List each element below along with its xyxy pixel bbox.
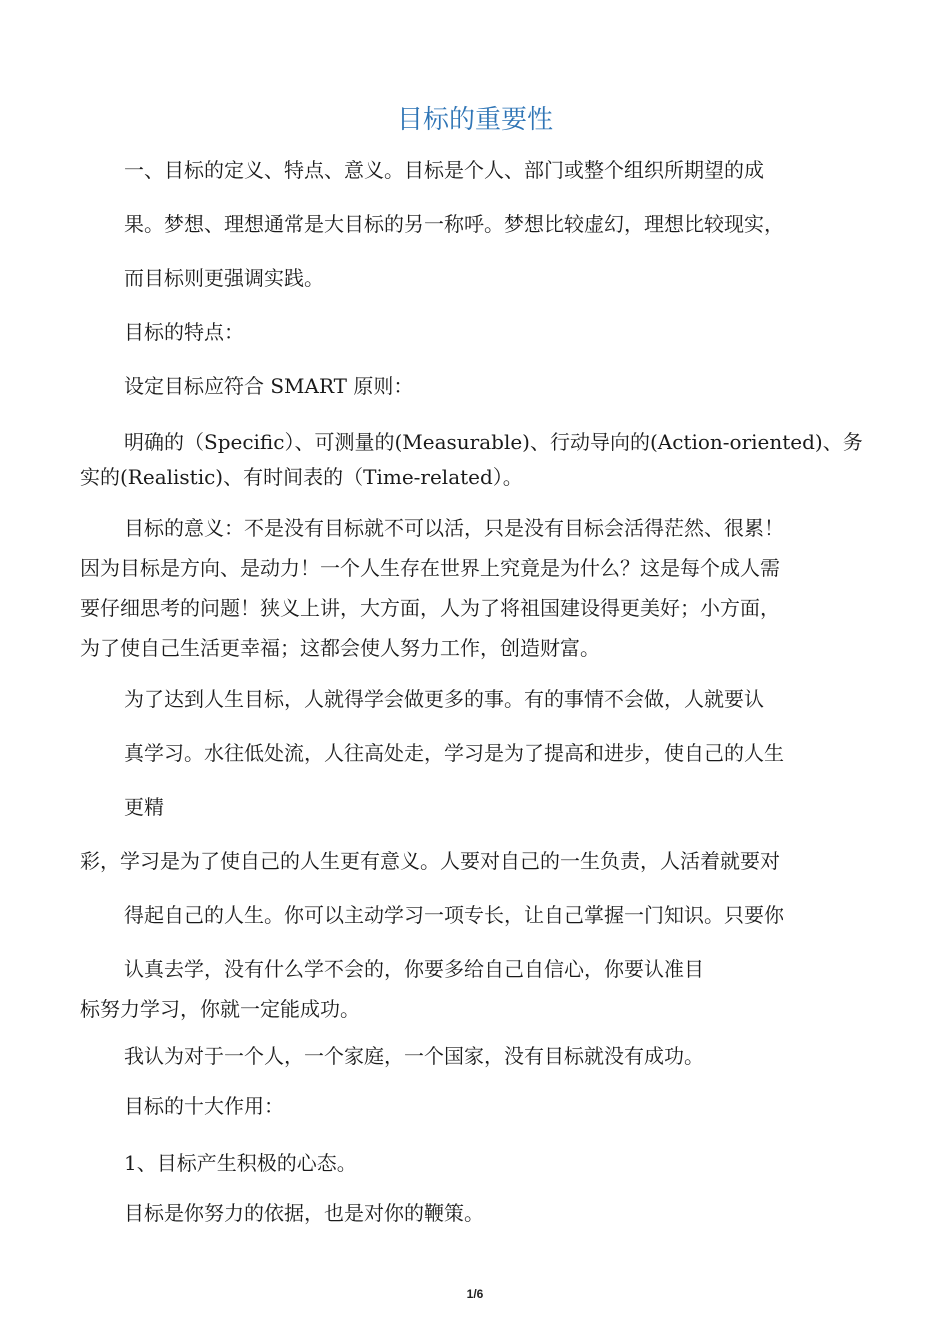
text-line-15: 彩，学习是为了使自己的人生更有意义。人要对自己的一生负责，人活着就要对 [80,849,780,873]
text-line-2: 果。梦想、理想通常是大目标的另一称呼。梦想比较虚幻，理想比较现实， [124,212,784,236]
text-line-7: 实的(Realistic)、有时间表的（Time-related）。 [80,465,523,489]
text-line-22: 目标是你努力的依据，也是对你的鞭策。 [124,1201,484,1225]
text-line-20: 目标的十大作用： [124,1094,284,1118]
text-line-13: 真学习。水往低处流，人往高处走，学习是为了提高和进步，使自己的人生 [124,741,784,765]
page-number: 1/6 [466,1287,484,1301]
text-line-16: 得起自己的人生。你可以主动学习一项专长，让自己掌握一门知识。只要你 [124,903,784,927]
document-title: 目标的重要性 [396,105,553,135]
text-line-21: 1、目标产生积极的心态。 [124,1151,357,1175]
text-line-1: 一、目标的定义、特点、意义。目标是个人、部门或整个组织所期望的成 [124,158,764,182]
text-line-6: 明确的（Specific）、可测量的(Measurable)、行动导向的(Action-oriented)、务 [124,430,863,454]
text-line-8: 目标的意义：不是没有目标就不可以活，只是没有目标会活得茫然、很累！ [124,516,784,540]
text-line-12: 为了达到人生目标，人就得学会做更多的事。有的事情不会做，人就要认 [124,687,764,711]
text-line-18: 标努力学习，你就一定能成功。 [80,997,360,1021]
text-line-14: 更精 [124,795,164,819]
text-line-19: 我认为对于一个人，一个家庭，一个国家，没有目标就没有成功。 [124,1044,704,1068]
text-line-9: 因为目标是方向、是动力！一个人生存在世界上究竟是为什么？这是每个成人需 [80,556,780,580]
text-line-10: 要仔细思考的问题！狭义上讲，大方面，人为了将祖国建设得更美好；小方面， [80,596,780,620]
text-line-3: 而目标则更强调实践。 [124,266,324,290]
text-line-17: 认真去学，没有什么学不会的，你要多给自己自信心，你要认准目 [124,957,704,981]
text-line-4: 目标的特点： [124,320,244,344]
text-line-5: 设定目标应符合 SMART 原则： [124,374,414,398]
text-line-11: 为了使自己生活更幸福；这都会使人努力工作，创造财富。 [80,636,600,660]
